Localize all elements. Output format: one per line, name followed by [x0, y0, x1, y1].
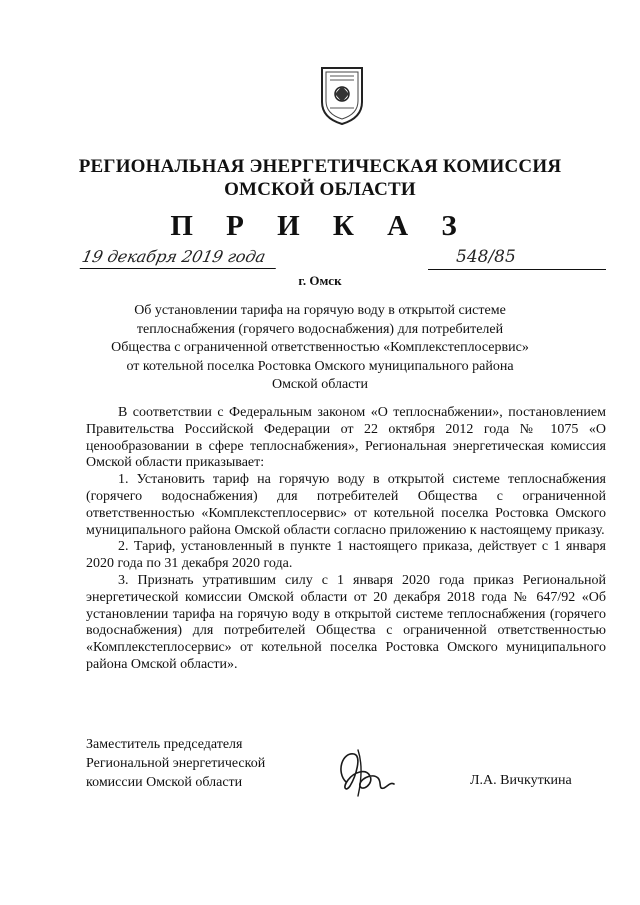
organization-name-line1: РЕГИОНАЛЬНАЯ ЭНЕРГЕТИЧЕСКАЯ КОМИССИЯ: [78, 156, 562, 177]
document-date: 19 декабря 2019 года: [80, 247, 281, 269]
body-paragraph-item2: 2. Тариф, установленный в пункте 1 настоящего приказа, действует с 1 января 2020 года по 31 декабря 2020 года.: [86, 539, 606, 572]
document-type-title: П Р И К А З: [170, 210, 470, 242]
body-paragraph-preamble: В соответствии с Федеральным законом «О теплоснабжении», постановлением Правительства Российской Федерации от 22 октября 2012 года № 1075 «О ценообразовании в сфере теплоснабжения», Региональная энергетическая комиссия Омской области приказывает:: [86, 405, 606, 471]
subject-line: теплоснабжения (горячего водоснабжения) для потребителей: [136, 321, 504, 337]
coat-of-arms-icon: [318, 64, 366, 126]
subject-line: Омской области: [271, 377, 369, 392]
handwritten-signature-icon: [332, 742, 404, 802]
order-body: [86, 405, 606, 674]
city-label: г. Омск: [298, 273, 342, 288]
signatory-position: [86, 735, 326, 792]
body-paragraph-item3: 3. Признать утратившим силу с 1 января 2020 года приказ Региональной энергетической комиссии Омской области от 20 декабря 2018 года № 647/92 «Об установлении тарифа на горячую воду в открытой системе теплоснабжения (горячего водоснабжения) для потребителей Общества с ограниченной ответственностью «Комплекстеплосервис» от котельной поселка Ростовка Омского муниципального района Омской области».: [86, 572, 606, 672]
signatory-position-line: Региональной энергетической: [86, 756, 266, 771]
subject-line: Общества с ограниченной ответственностью «Комплекстеплосервис»: [111, 340, 529, 355]
signatory-position-line: комиссии Омской области: [86, 775, 243, 790]
signatory-name: Л.А. Вичкуткина: [470, 773, 572, 788]
body-paragraph-item1: 1. Установить тариф на горячую воду в открытой системе теплоснабжения (горячего водоснабжения) для потребителей Общества с ограниченной ответственностью «Комплекстеплосервис» от котельной поселка Ростовка Омского муниципального района Омской области согласно приложению к настоящему приказу.: [86, 472, 606, 538]
order-subject: [110, 302, 530, 395]
subject-line: Об установлении тарифа на горячую воду в открытой системе: [134, 303, 506, 318]
document-number: 548/85: [428, 247, 606, 270]
subject-line: от котельной поселка Ростовка Омского муниципального района: [126, 358, 514, 374]
signatory-position-line: Заместитель председателя: [86, 737, 243, 752]
organization-name-line2: ОМСКОЙ ОБЛАСТИ: [224, 179, 416, 200]
